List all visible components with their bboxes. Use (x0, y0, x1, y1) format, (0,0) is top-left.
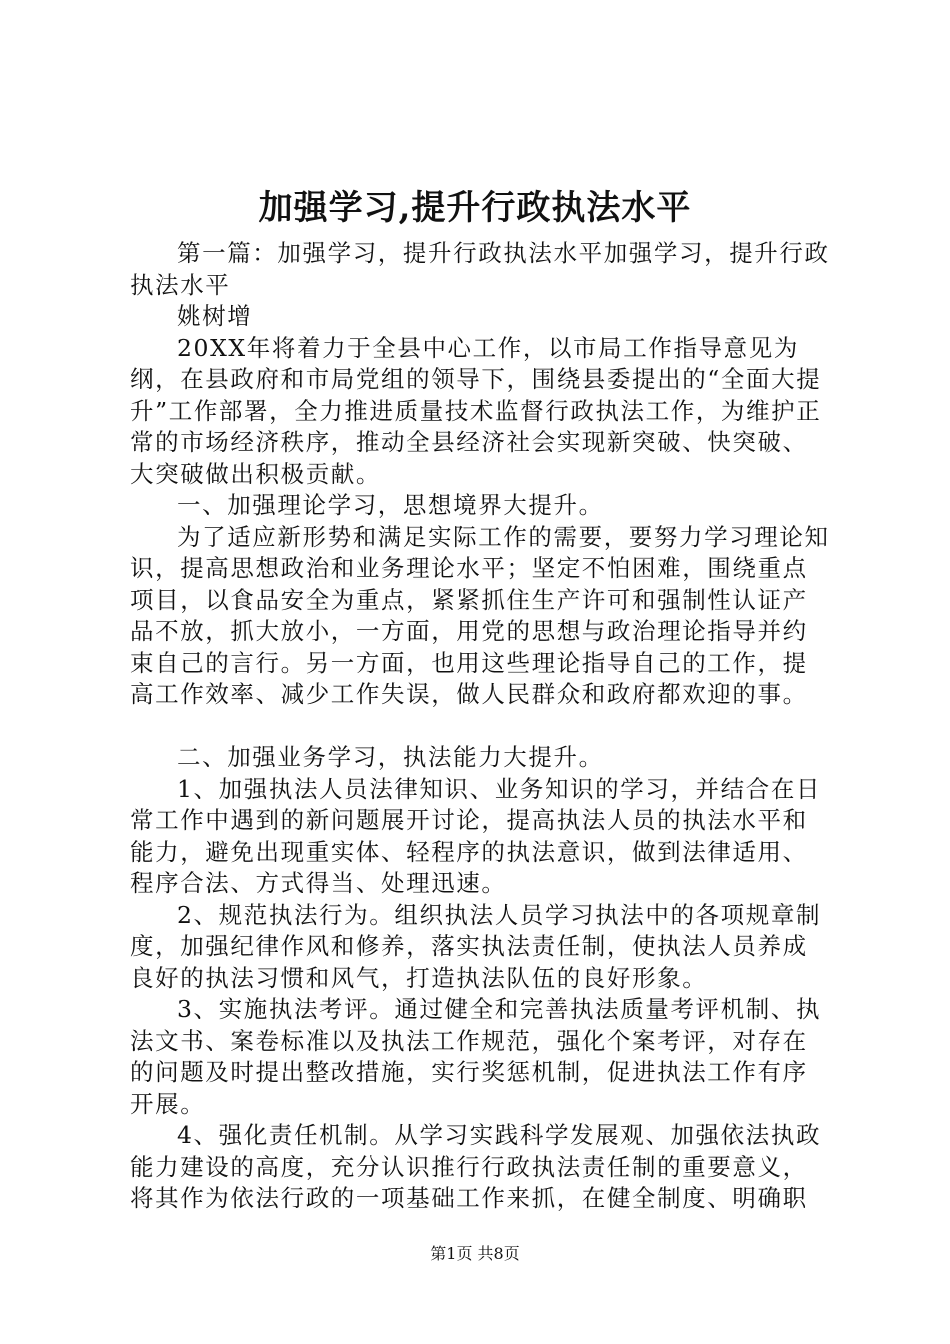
section-heading-business: 二、加强业务学习，执法能力大提升。 (177, 743, 604, 771)
paragraph-spacer (130, 711, 830, 743)
paragraph-heading-first-article: 第一篇：加强学习，提升行政执法水平加强学习，提升行政执法水平 (130, 239, 830, 299)
paragraph-item-3: 3、实施执法考评。通过健全和完善执法质量考评机制、执法文书、案卷标准以及执法工作规范，强化个案考评，对存在的问题及时提出整改措施，实行奖惩机制，促进执法工作有序开展。 (130, 995, 822, 1118)
page-footer: 第1页 共8页 (430, 1244, 520, 1263)
paragraph-author: 姚树增 (177, 302, 253, 330)
paragraph-item-1: 1、加强执法人员法律知识、业务知识的学习，并结合在日常工作中遇到的新问题展开讨论，提高执法人员的执法水平和能力，避免出现重实体、轻程序的执法意识，做到法律适用、程序合法、方式得当、处理迅速。 (130, 774, 822, 897)
document-body (130, 238, 830, 1215)
paragraph-item-4: 4、强化责任机制。从学习实践科学发展观、加强依法执政能力建设的高度，充分认识推行行政执法责任制的重要意义，将其作为依法行政的一项基础工作来抓，在健全制度、明确职 (130, 1121, 822, 1212)
section-heading-theory: 一、加强理论学习，思想境界大提升。 (177, 491, 604, 519)
paragraph-item-2: 2、规范执法行为。组织执法人员学习执法中的各项规章制度，加强纪律作风和修养，落实执法责任制，使执法人员养成良好的执法习惯和风气，打造执法队伍的良好形象。 (130, 900, 822, 992)
paragraph-intro: 20XX年将着力于全县中心工作，以市局工作指导意见为纲，在县政府和市局党组的领导下，围绕县委提出的“全面大提升”工作部署，全力推进质量技术监督行政执法工作，为维护正常的市场经济秩序，推动全县经济社会实现新突破、快突破、大突破做出积极贡献。 (130, 333, 822, 488)
document-title: 加强学习,提升行政执法水平 (258, 188, 692, 228)
paragraph-theory: 为了适应新形势和满足实际工作的需要，要努力学习理论知识，提高思想政治和业务理论水平；坚定不怕困难，围绕重点项目，以食品安全为重点，紧紧抓住生产许可和强制性认证产品不放，抓大放小，一方面，用党的思想与政治理论指导并约束自己的言行。另一方面，也用这些理论指导自己的工作，提高工作效率、减少工作失误，做人民群众和政府都欢迎的事。 (130, 522, 830, 708)
